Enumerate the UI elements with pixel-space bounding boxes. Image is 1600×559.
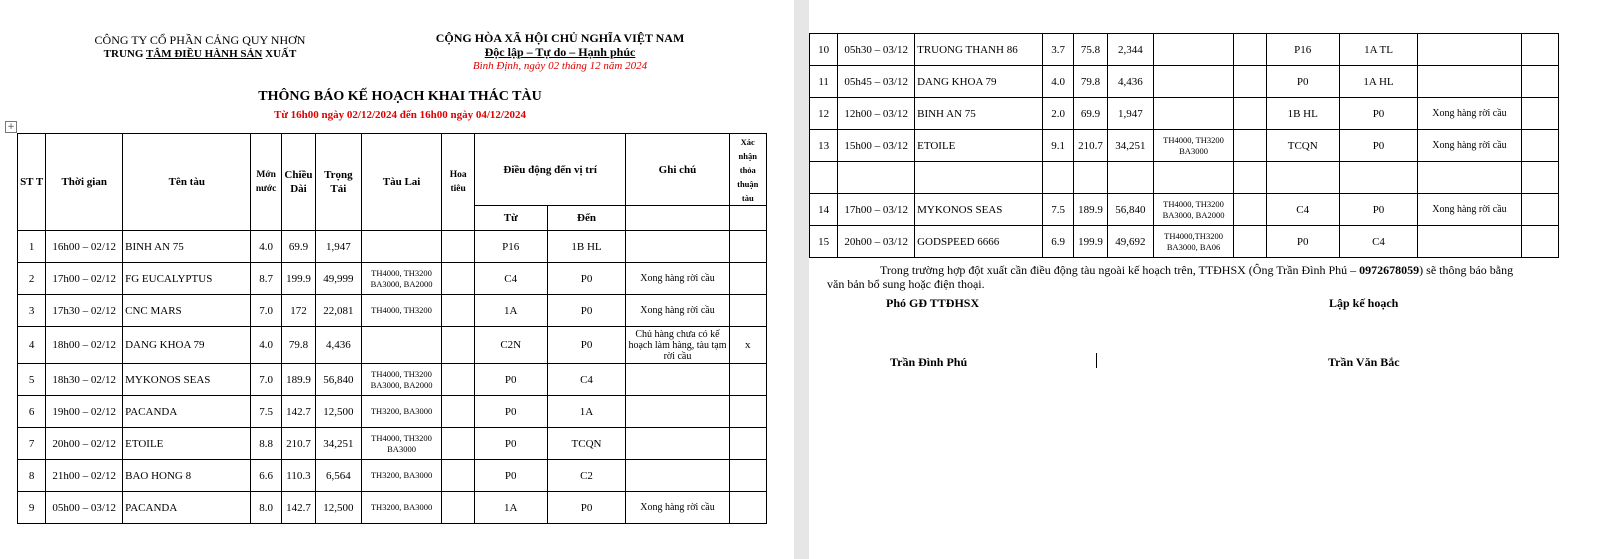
schedule-table-page-1 xyxy=(17,133,767,524)
table-row xyxy=(18,231,767,263)
cell-stt: 12 xyxy=(810,98,838,130)
schedule-rows-page-1 xyxy=(18,231,767,524)
cell-time: 17h00 – 03/12 xyxy=(838,194,915,226)
col-header-ship-name: Tên tàu xyxy=(123,134,251,231)
cell-from: C4 xyxy=(1266,194,1339,226)
table-row xyxy=(18,492,767,524)
document-page-2 xyxy=(809,0,1600,559)
cell-dwt: 12,500 xyxy=(316,396,361,428)
cell-dwt: 2,344 xyxy=(1108,34,1153,66)
signature-left-name: Trần Đình Phú xyxy=(890,355,968,369)
cell-tug xyxy=(1153,162,1234,194)
table-row xyxy=(18,460,767,492)
company-unit-underlined: TÂM ĐIỀU HÀNH SẢN xyxy=(145,48,263,60)
cell-note: Xong hàng rời cầu xyxy=(626,492,729,524)
cell-draft: 8.7 xyxy=(251,263,281,295)
cell-to: P0 xyxy=(547,295,626,327)
cell-confirm xyxy=(1521,162,1558,194)
cell-pilot xyxy=(1234,34,1266,66)
cell-dwt: 1,947 xyxy=(1108,98,1153,130)
cell-confirm xyxy=(729,263,766,295)
cell-dwt: 49,692 xyxy=(1108,226,1153,258)
cell-length: 210.7 xyxy=(281,428,315,460)
notice-suffix: ) sẽ thông báo bằng xyxy=(1419,263,1514,277)
cell-name: PACANDA xyxy=(123,492,251,524)
cell-note: Xong hàng rời cầu xyxy=(626,263,729,295)
cell-confirm: x xyxy=(729,327,766,364)
col-header-confirm-blank xyxy=(729,206,766,231)
cell-confirm xyxy=(1521,226,1558,258)
col-header-note: Ghi chú xyxy=(626,134,729,206)
cell-tug xyxy=(1153,66,1234,98)
cell-pilot xyxy=(442,492,474,524)
cell-time: 05h45 – 03/12 xyxy=(838,66,915,98)
col-header-length: Chiều Dài xyxy=(281,134,315,231)
col-header-from: Từ xyxy=(474,206,547,231)
cell-note: Chủ hàng chưa có kế hoạch làm hàng, tàu tạm rời cầu xyxy=(626,327,729,364)
cell-pilot xyxy=(442,263,474,295)
cell-from: 1A xyxy=(474,492,547,524)
cell-dwt: 34,251 xyxy=(1108,130,1153,162)
cell-to: P0 xyxy=(547,492,626,524)
cell-confirm xyxy=(1521,194,1558,226)
table-row xyxy=(18,364,767,396)
col-header-to: Đến xyxy=(547,206,626,231)
cell-from: C2N xyxy=(474,327,547,364)
cell-pilot xyxy=(442,364,474,396)
schedule-rows-page-2 xyxy=(810,34,1559,258)
cell-confirm xyxy=(1521,66,1558,98)
company-unit-suffix: XUẤT xyxy=(262,48,297,60)
cell-length xyxy=(1073,162,1107,194)
cell-stt xyxy=(810,162,838,194)
cell-dwt: 1,947 xyxy=(316,231,361,263)
cell-pilot xyxy=(1234,194,1266,226)
cell-pilot xyxy=(1234,130,1266,162)
cell-stt: 7 xyxy=(18,428,46,460)
cell-time: 20h00 – 02/12 xyxy=(46,428,123,460)
cell-length: 69.9 xyxy=(281,231,315,263)
cell-time: 15h00 – 03/12 xyxy=(838,130,915,162)
nation-name: CỘNG HÒA XÃ HỘI CHỦ NGHĨA VIỆT NAM xyxy=(435,31,685,45)
cell-pilot xyxy=(1234,162,1266,194)
footer-notice xyxy=(827,263,1547,291)
cell-length: 142.7 xyxy=(281,396,315,428)
table-row xyxy=(18,428,767,460)
cell-tug: TH3200, BA3000 xyxy=(361,460,442,492)
cell-from: P16 xyxy=(1266,34,1339,66)
cell-to: P0 xyxy=(547,327,626,364)
cell-dwt: 4,436 xyxy=(316,327,361,364)
cell-time: 19h00 – 02/12 xyxy=(46,396,123,428)
table-row xyxy=(18,396,767,428)
cell-length: 199.9 xyxy=(1073,226,1107,258)
cell-tug: TH4000,TH3200 BA3000, BA06 xyxy=(1153,226,1234,258)
text-cursor xyxy=(1096,353,1097,368)
cell-stt: 2 xyxy=(18,263,46,295)
cell-draft: 7.0 xyxy=(251,295,281,327)
col-header-dwt: Trọng Tải xyxy=(316,134,361,231)
company-name: CÔNG TY CỔ PHẦN CẢNG QUY NHƠN xyxy=(94,33,306,47)
cell-dwt: 56,840 xyxy=(1108,194,1153,226)
cell-from: 1B HL xyxy=(1266,98,1339,130)
cell-note xyxy=(1418,66,1521,98)
cell-tug: TH3200, BA3000 xyxy=(361,492,442,524)
cell-to: 1A xyxy=(547,396,626,428)
cell-name: ETOILE xyxy=(123,428,251,460)
cell-stt: 10 xyxy=(810,34,838,66)
cell-length: 79.8 xyxy=(281,327,315,364)
national-header xyxy=(415,31,705,73)
cell-from: C4 xyxy=(474,263,547,295)
cell-pilot xyxy=(442,428,474,460)
col-header-stt: ST T xyxy=(18,134,46,231)
cell-name: BINH AN 75 xyxy=(915,98,1043,130)
cell-time: 17h30 – 02/12 xyxy=(46,295,123,327)
cell-name: MYKONOS SEAS xyxy=(915,194,1043,226)
cell-dwt: 34,251 xyxy=(316,428,361,460)
cell-note: Xong hàng rời cầu xyxy=(1418,194,1521,226)
cell-length: 75.8 xyxy=(1073,34,1107,66)
cell-name: BINH AN 75 xyxy=(123,231,251,263)
cell-dwt: 12,500 xyxy=(316,492,361,524)
notice-line-1 xyxy=(827,263,1547,277)
col-header-move: Điều động đến vị trí xyxy=(474,134,626,206)
cell-stt: 3 xyxy=(18,295,46,327)
document-page-1 xyxy=(0,0,794,559)
cell-tug xyxy=(361,327,442,364)
col-header-confirm: Xác nhận thỏa thuận tàu xyxy=(729,134,766,206)
cell-to xyxy=(1339,162,1418,194)
table-row xyxy=(810,98,1559,130)
cell-draft: 4.0 xyxy=(251,231,281,263)
cell-draft: 4.0 xyxy=(1043,66,1073,98)
cell-stt: 4 xyxy=(18,327,46,364)
cell-to: P0 xyxy=(1339,130,1418,162)
cell-from: P0 xyxy=(474,460,547,492)
cell-draft: 8.0 xyxy=(251,492,281,524)
cell-note xyxy=(626,364,729,396)
cell-note xyxy=(1418,34,1521,66)
cell-name: GODSPEED 6666 xyxy=(915,226,1043,258)
cell-length: 79.8 xyxy=(1073,66,1107,98)
cell-length: 189.9 xyxy=(1073,194,1107,226)
cell-to: C2 xyxy=(547,460,626,492)
cell-dwt xyxy=(1108,162,1153,194)
cell-dwt: 49,999 xyxy=(316,263,361,295)
cell-from xyxy=(1266,162,1339,194)
cell-time: 05h30 – 03/12 xyxy=(838,34,915,66)
cell-pilot xyxy=(442,327,474,364)
cell-pilot xyxy=(1234,98,1266,130)
cell-to: C4 xyxy=(547,364,626,396)
cell-name xyxy=(915,162,1043,194)
cell-time: 05h00 – 03/12 xyxy=(46,492,123,524)
cell-note xyxy=(626,460,729,492)
cell-pilot xyxy=(1234,226,1266,258)
cell-confirm xyxy=(1521,130,1558,162)
cell-note xyxy=(626,231,729,263)
cell-tug: TH3200, BA3000 xyxy=(361,396,442,428)
table-row xyxy=(810,130,1559,162)
cell-draft: 6.9 xyxy=(1043,226,1073,258)
company-header xyxy=(60,33,340,61)
cell-to: TCQN xyxy=(547,428,626,460)
cell-confirm xyxy=(729,460,766,492)
cell-time: 18h30 – 02/12 xyxy=(46,364,123,396)
cell-confirm xyxy=(729,231,766,263)
cell-tug: TH4000, TH3200 BA3000 xyxy=(361,428,442,460)
cell-from: P0 xyxy=(1266,66,1339,98)
cell-to: 1A TL xyxy=(1339,34,1418,66)
cell-note xyxy=(626,396,729,428)
cell-confirm xyxy=(729,396,766,428)
cell-time: 20h00 – 03/12 xyxy=(838,226,915,258)
signature-right-name: Trần Văn Bắc xyxy=(1328,355,1400,369)
cell-time xyxy=(838,162,915,194)
cell-stt: 1 xyxy=(18,231,46,263)
table-row xyxy=(810,66,1559,98)
cell-time: 12h00 – 03/12 xyxy=(838,98,915,130)
cell-time: 18h00 – 02/12 xyxy=(46,327,123,364)
cell-tug: TH4000, TH3200 BA3000, BA2000 xyxy=(361,364,442,396)
col-header-draft: Mớn nước xyxy=(251,134,281,231)
cell-stt: 11 xyxy=(810,66,838,98)
cell-from: P16 xyxy=(474,231,547,263)
cell-stt: 5 xyxy=(18,364,46,396)
col-header-pilot: Hoa tiêu xyxy=(442,134,474,231)
document-subtitle: Từ 16h00 ngày 02/12/2024 đến 16h00 ngày 04/12/2024 xyxy=(273,109,526,121)
table-row xyxy=(810,34,1559,66)
table-row xyxy=(18,327,767,364)
cell-pilot xyxy=(442,396,474,428)
cell-stt: 14 xyxy=(810,194,838,226)
col-header-note-blank xyxy=(626,206,729,231)
schedule-table-page-2 xyxy=(809,33,1559,258)
cell-name: FG EUCALYPTUS xyxy=(123,263,251,295)
cell-draft: 7.0 xyxy=(251,364,281,396)
cell-pilot xyxy=(442,460,474,492)
company-unit xyxy=(60,47,340,61)
cell-confirm xyxy=(729,295,766,327)
signature-right-title: Lập kế hoạch xyxy=(1329,296,1399,310)
cell-time: 21h00 – 02/12 xyxy=(46,460,123,492)
cell-to: C4 xyxy=(1339,226,1418,258)
cell-pilot xyxy=(1234,66,1266,98)
cell-note xyxy=(1418,226,1521,258)
table-row xyxy=(810,226,1559,258)
cell-stt: 8 xyxy=(18,460,46,492)
cell-note xyxy=(626,428,729,460)
cell-tug xyxy=(1153,98,1234,130)
cell-name: CNC MARS xyxy=(123,295,251,327)
cell-confirm xyxy=(1521,98,1558,130)
cell-pilot xyxy=(442,295,474,327)
cell-pilot xyxy=(442,231,474,263)
cell-draft: 8.8 xyxy=(251,428,281,460)
cell-length: 142.7 xyxy=(281,492,315,524)
cell-confirm xyxy=(729,428,766,460)
cell-length: 210.7 xyxy=(1073,130,1107,162)
notice-prefix: Trong trường hợp đột xuất cần điều động tàu ngoài kế hoạch trên, TTĐHSX (Ông Trần Đình Phú – xyxy=(880,263,1360,277)
cell-name: BAO HONG 8 xyxy=(123,460,251,492)
cell-stt: 9 xyxy=(18,492,46,524)
cell-dwt: 56,840 xyxy=(316,364,361,396)
cell-tug: TH4000, TH3200 BA3000 xyxy=(1153,130,1234,162)
notice-line-2: văn bản bổ sung hoặc điện thoại. xyxy=(827,277,985,291)
cell-tug: TH4000, TH3200 BA3000, BA2000 xyxy=(361,263,442,295)
cell-confirm xyxy=(729,492,766,524)
cell-length: 189.9 xyxy=(281,364,315,396)
cell-to: P0 xyxy=(1339,194,1418,226)
company-unit-prefix: TRUNG xyxy=(103,48,146,60)
table-row xyxy=(18,295,767,327)
cell-from: 1A xyxy=(474,295,547,327)
cell-draft: 4.0 xyxy=(251,327,281,364)
cell-name: MYKONOS SEAS xyxy=(123,364,251,396)
cell-tug xyxy=(1153,34,1234,66)
document-date: Bình Định, ngày 02 tháng 12 năm 2024 xyxy=(472,60,648,72)
cell-from: P0 xyxy=(474,428,547,460)
cell-stt: 6 xyxy=(18,396,46,428)
notice-phone: 0972678059 xyxy=(1359,263,1420,277)
col-header-tug: Tàu Lai xyxy=(361,134,442,231)
cell-length: 172 xyxy=(281,295,315,327)
cell-draft: 3.7 xyxy=(1043,34,1073,66)
table-row xyxy=(810,194,1559,226)
cell-from: P0 xyxy=(474,364,547,396)
cell-time: 16h00 – 02/12 xyxy=(46,231,123,263)
table-move-handle-icon[interactable]: + xyxy=(5,121,17,133)
cell-confirm xyxy=(729,364,766,396)
cell-length: 110.3 xyxy=(281,460,315,492)
table-row xyxy=(18,263,767,295)
cell-to: P0 xyxy=(547,263,626,295)
cell-dwt: 4,436 xyxy=(1108,66,1153,98)
cell-from: P0 xyxy=(1266,226,1339,258)
nation-motto: Độc lập – Tự do – Hạnh phúc xyxy=(484,45,636,59)
document-title: THÔNG BÁO KẾ HOẠCH KHAI THÁC TÀU xyxy=(258,89,542,104)
cell-name: TRUONG THANH 86 xyxy=(915,34,1043,66)
cell-name: DANG KHOA 79 xyxy=(915,66,1043,98)
cell-draft: 2.0 xyxy=(1043,98,1073,130)
cell-note xyxy=(1418,162,1521,194)
cell-name: PACANDA xyxy=(123,396,251,428)
cell-tug: TH4000, TH3200 xyxy=(361,295,442,327)
col-header-time: Thời gian xyxy=(46,134,123,231)
cell-note: Xong hàng rời cầu xyxy=(1418,98,1521,130)
cell-dwt: 22,081 xyxy=(316,295,361,327)
table-row xyxy=(810,162,1559,194)
cell-name: DANG KHOA 79 xyxy=(123,327,251,364)
cell-draft: 7.5 xyxy=(1043,194,1073,226)
cell-stt: 15 xyxy=(810,226,838,258)
cell-to: P0 xyxy=(1339,98,1418,130)
cell-draft: 6.6 xyxy=(251,460,281,492)
cell-from: P0 xyxy=(474,396,547,428)
cell-length: 69.9 xyxy=(1073,98,1107,130)
cell-tug: TH4000, TH3200 BA3000, BA2000 xyxy=(1153,194,1234,226)
cell-to: 1A HL xyxy=(1339,66,1418,98)
cell-draft: 9.1 xyxy=(1043,130,1073,162)
cell-note: Xong hàng rời cầu xyxy=(626,295,729,327)
cell-draft xyxy=(1043,162,1073,194)
cell-from: TCQN xyxy=(1266,130,1339,162)
cell-dwt: 6,564 xyxy=(316,460,361,492)
cell-tug xyxy=(361,231,442,263)
cell-note: Xong hàng rời cầu xyxy=(1418,130,1521,162)
cell-confirm xyxy=(1521,34,1558,66)
cell-time: 17h00 – 02/12 xyxy=(46,263,123,295)
cell-stt: 13 xyxy=(810,130,838,162)
cell-length: 199.9 xyxy=(281,263,315,295)
signature-left-title: Phó GĐ TTĐHSX xyxy=(886,296,980,310)
cell-name: ETOILE xyxy=(915,130,1043,162)
cell-to: 1B HL xyxy=(547,231,626,263)
cell-draft: 7.5 xyxy=(251,396,281,428)
